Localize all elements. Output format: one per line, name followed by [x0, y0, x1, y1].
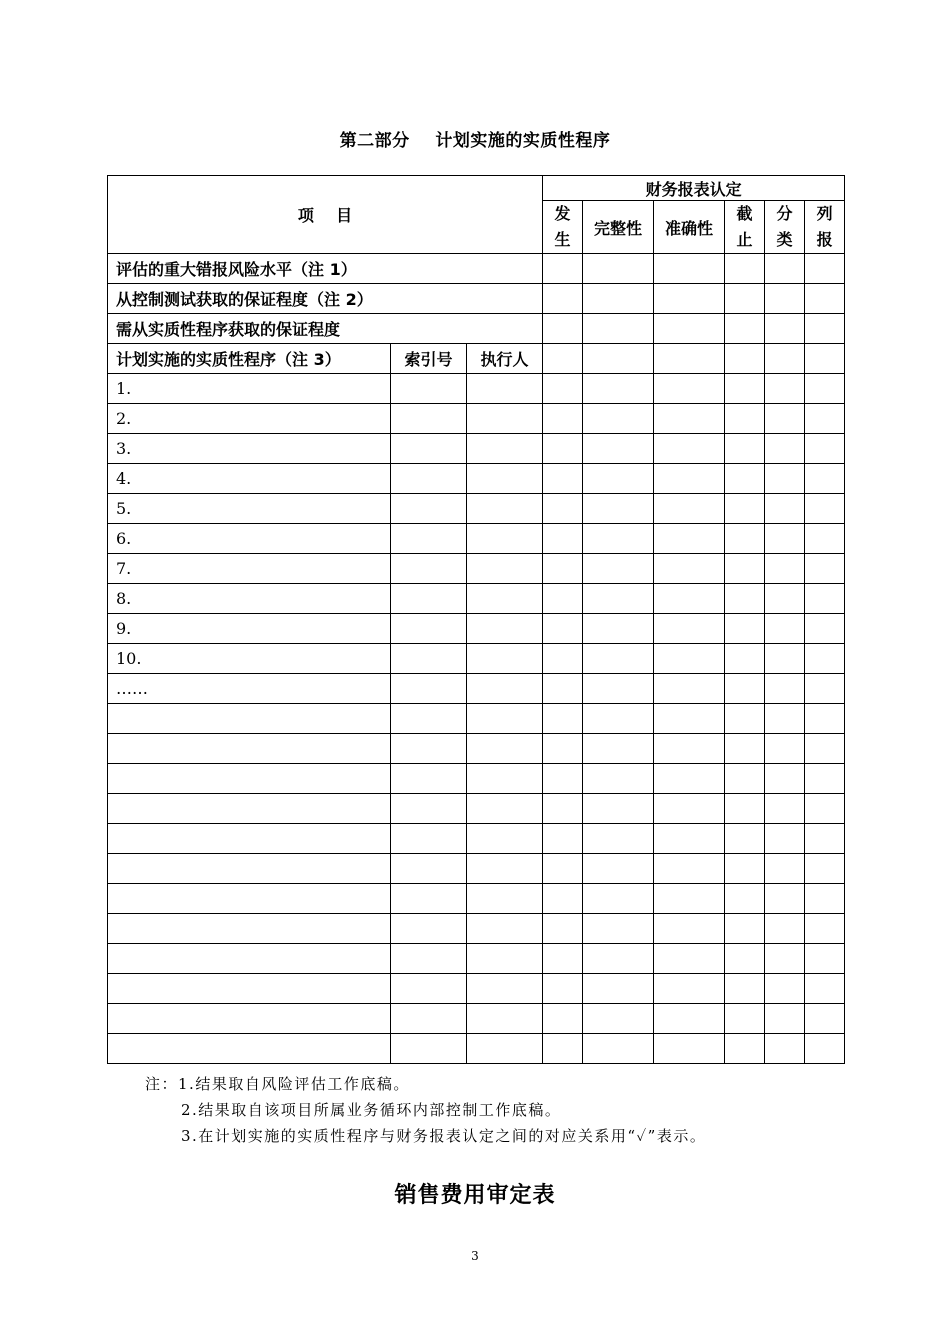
- table-cell: [583, 554, 654, 584]
- table-cell: [805, 464, 845, 494]
- procedure-cell: 9.: [108, 614, 391, 644]
- table-cell: [467, 404, 543, 434]
- table-cell: [725, 764, 765, 794]
- table-cell: [583, 464, 654, 494]
- table-cell: [654, 674, 725, 704]
- table-cell: [391, 704, 467, 734]
- procedure-cell: 10.: [108, 644, 391, 674]
- notes: [145, 1071, 706, 1149]
- table-row: [108, 1004, 845, 1034]
- table-cell: [654, 944, 725, 974]
- table-cell: [467, 464, 543, 494]
- table-cell: [543, 764, 583, 794]
- table-cell: [654, 884, 725, 914]
- table-row: [108, 1034, 845, 1064]
- table-cell: [805, 824, 845, 854]
- table-cell: [654, 434, 725, 464]
- table-cell: [583, 1034, 654, 1064]
- table-cell: [725, 434, 765, 464]
- table-cell: [765, 644, 805, 674]
- table-cell: [805, 704, 845, 734]
- table-row: [108, 524, 845, 554]
- table-cell: [543, 854, 583, 884]
- row-risk-level: 评估的重大错报风险水平（注 1）: [108, 254, 543, 284]
- table-cell: [765, 464, 805, 494]
- table-row: [108, 974, 845, 1004]
- table-cell: [583, 584, 654, 614]
- table-cell: [725, 704, 765, 734]
- table-cell: [805, 374, 845, 404]
- table-cell: [654, 1004, 725, 1034]
- procedure-cell: [108, 944, 391, 974]
- table-cell: [654, 464, 725, 494]
- assertion-cutoff: 截 止: [725, 201, 765, 254]
- table-cell: [725, 854, 765, 884]
- table-cell: [583, 644, 654, 674]
- table-cell: [543, 464, 583, 494]
- table-row: [108, 314, 845, 344]
- table-cell: [725, 464, 765, 494]
- procedure-cell: [108, 974, 391, 1004]
- table-cell: [654, 524, 725, 554]
- table-cell: [725, 794, 765, 824]
- note-2: 2.结果取自该项目所属业务循环内部控制工作底稿。: [181, 1101, 562, 1119]
- table-cell: [654, 824, 725, 854]
- table-cell: [765, 404, 805, 434]
- table-cell: [725, 674, 765, 704]
- item-header: 项 目: [108, 176, 543, 254]
- procedure-cell: 1.: [108, 374, 391, 404]
- procedure-cell: 6.: [108, 524, 391, 554]
- table-cell: [391, 554, 467, 584]
- table-cell: [467, 824, 543, 854]
- table-cell: [725, 524, 765, 554]
- table-cell: [467, 614, 543, 644]
- procedure-header: 计划实施的实质性程序（注 3）: [108, 344, 391, 374]
- table-cell: [543, 974, 583, 1004]
- table-cell: [391, 494, 467, 524]
- table-cell: [391, 434, 467, 464]
- table-cell: [805, 884, 845, 914]
- table-cell: [583, 884, 654, 914]
- table-cell: [391, 764, 467, 794]
- table-cell: [805, 854, 845, 884]
- table-cell: [467, 584, 543, 614]
- table-cell: [467, 794, 543, 824]
- table-cell: [583, 494, 654, 524]
- executor-header: 执行人: [467, 344, 543, 374]
- table-cell: [467, 674, 543, 704]
- procedure-cell: [108, 884, 391, 914]
- table-cell: [467, 854, 543, 884]
- table-cell: [765, 1004, 805, 1034]
- table-cell: [391, 824, 467, 854]
- table-cell: [765, 674, 805, 704]
- table-cell: [583, 794, 654, 824]
- table-cell: [725, 1004, 765, 1034]
- procedure-cell: 3.: [108, 434, 391, 464]
- table-row: [108, 944, 845, 974]
- table-row: [108, 644, 845, 674]
- table-cell: [467, 434, 543, 464]
- table-cell: [805, 434, 845, 464]
- table-cell: [391, 794, 467, 824]
- procedure-cell: 7.: [108, 554, 391, 584]
- table-cell: [725, 644, 765, 674]
- table-cell: [725, 974, 765, 1004]
- table-row: [108, 284, 845, 314]
- table-cell: [583, 614, 654, 644]
- table-cell: [583, 914, 654, 944]
- table-row: [108, 914, 845, 944]
- table-cell: [765, 434, 805, 464]
- table-cell: [805, 794, 845, 824]
- table-cell: [543, 824, 583, 854]
- table-cell: [725, 1034, 765, 1064]
- table-cell: [805, 524, 845, 554]
- assertion-completeness: 完整性: [583, 201, 654, 254]
- table-cell: [583, 824, 654, 854]
- table-cell: [765, 1034, 805, 1064]
- procedure-cell: [108, 854, 391, 884]
- table-cell: [654, 734, 725, 764]
- table-cell: [391, 1004, 467, 1034]
- table-row: [108, 254, 845, 284]
- table-row: [108, 824, 845, 854]
- table-cell: [467, 494, 543, 524]
- table-cell: [805, 974, 845, 1004]
- next-section-title: 销售费用审定表: [394, 1183, 556, 1208]
- table-cell: [654, 974, 725, 1004]
- procedure-cell: [108, 794, 391, 824]
- table-row: [108, 674, 845, 704]
- table-cell: [725, 584, 765, 614]
- table-cell: [467, 1034, 543, 1064]
- note-1: 1.结果取自风险评估工作底稿。: [178, 1075, 410, 1093]
- table-cell: [765, 554, 805, 584]
- table-cell: [583, 704, 654, 734]
- table-cell: [765, 584, 805, 614]
- table-cell: [583, 944, 654, 974]
- table-cell: [765, 974, 805, 1004]
- section-title: 第二部分 计划实施的实质性程序: [339, 131, 611, 151]
- table-cell: [391, 614, 467, 644]
- table-cell: [543, 374, 583, 404]
- table-cell: [467, 884, 543, 914]
- table-cell: [765, 704, 805, 734]
- table-cell: [654, 1034, 725, 1064]
- table-cell: [467, 644, 543, 674]
- table-cell: [765, 884, 805, 914]
- row-control-assurance: 从控制测试获取的保证程度（注 2）: [108, 284, 543, 314]
- table-row: [108, 464, 845, 494]
- table-cell: [467, 734, 543, 764]
- table-cell: [583, 764, 654, 794]
- table-cell: [391, 854, 467, 884]
- assertion-occurrence: 发 生: [543, 201, 583, 254]
- table-cell: [765, 494, 805, 524]
- table-cell: [391, 584, 467, 614]
- procedure-cell: 4.: [108, 464, 391, 494]
- table-cell: [543, 1004, 583, 1034]
- table-cell: [805, 1034, 845, 1064]
- table-cell: [391, 374, 467, 404]
- table-cell: [391, 914, 467, 944]
- table-row: [108, 374, 845, 404]
- table-cell: [725, 944, 765, 974]
- table-cell: [805, 914, 845, 944]
- table-cell: [805, 734, 845, 764]
- table-cell: [391, 944, 467, 974]
- page-number: 3: [471, 1249, 479, 1263]
- table-cell: [583, 524, 654, 554]
- table-row: [108, 554, 845, 584]
- table-cell: [543, 884, 583, 914]
- table-cell: [543, 584, 583, 614]
- table-cell: [543, 704, 583, 734]
- table-cell: [467, 974, 543, 1004]
- table-cell: [543, 794, 583, 824]
- table-cell: [765, 524, 805, 554]
- table-cell: [543, 1034, 583, 1064]
- table-cell: [765, 764, 805, 794]
- table-cell: [543, 554, 583, 584]
- table-cell: [765, 614, 805, 644]
- procedure-cell: 5.: [108, 494, 391, 524]
- table-cell: [805, 644, 845, 674]
- table-cell: [391, 734, 467, 764]
- procedure-cell: [108, 824, 391, 854]
- table-cell: [725, 824, 765, 854]
- table-cell: [391, 644, 467, 674]
- table-cell: [765, 944, 805, 974]
- table-cell: [654, 704, 725, 734]
- table-cell: [654, 584, 725, 614]
- table-row: [108, 614, 845, 644]
- table-cell: [805, 944, 845, 974]
- table-row: [108, 884, 845, 914]
- notes-prefix: 注：: [145, 1075, 179, 1093]
- table-row: [108, 704, 845, 734]
- substantive-procedures-table: [107, 175, 845, 1064]
- procedure-cell: 2.: [108, 404, 391, 434]
- table-cell: [765, 914, 805, 944]
- table-cell: [765, 824, 805, 854]
- table-cell: [805, 404, 845, 434]
- table-cell: [805, 494, 845, 524]
- assertion-classification: 分 类: [765, 201, 805, 254]
- procedure-cell: [108, 1004, 391, 1034]
- table-cell: [391, 524, 467, 554]
- procedure-cell: 8.: [108, 584, 391, 614]
- table-cell: [654, 764, 725, 794]
- procedure-cell: [108, 764, 391, 794]
- table-cell: [391, 974, 467, 1004]
- table-cell: [765, 854, 805, 884]
- table-cell: [725, 494, 765, 524]
- table-cell: [543, 914, 583, 944]
- table-row: [108, 734, 845, 764]
- table-cell: [725, 884, 765, 914]
- table-cell: [765, 734, 805, 764]
- table-cell: [805, 1004, 845, 1034]
- assertion-group-header: 财务报表认定: [543, 176, 845, 201]
- table-cell: [583, 374, 654, 404]
- table-row: [108, 404, 845, 434]
- table-cell: [725, 734, 765, 764]
- table-cell: [805, 554, 845, 584]
- table-cell: [543, 524, 583, 554]
- table-cell: [583, 674, 654, 704]
- table-cell: [391, 674, 467, 704]
- procedure-cell: [108, 914, 391, 944]
- assertion-accuracy: 准确性: [654, 201, 725, 254]
- table-cell: [467, 764, 543, 794]
- index-header: 索引号: [391, 344, 467, 374]
- table-cell: [467, 1004, 543, 1034]
- table-row: [108, 764, 845, 794]
- table-cell: [725, 914, 765, 944]
- table-cell: [467, 554, 543, 584]
- table-cell: [467, 914, 543, 944]
- table-cell: [654, 554, 725, 584]
- table-cell: [583, 404, 654, 434]
- table-cell: [391, 1034, 467, 1064]
- assertion-presentation: 列 报: [805, 201, 845, 254]
- table-cell: [583, 434, 654, 464]
- table-cell: [805, 614, 845, 644]
- table-cell: [391, 404, 467, 434]
- table-cell: [467, 704, 543, 734]
- table-cell: [654, 854, 725, 884]
- table-cell: [583, 1004, 654, 1034]
- table-cell: [654, 494, 725, 524]
- table-cell: [654, 404, 725, 434]
- table-row: [108, 794, 845, 824]
- table-row: [108, 854, 845, 884]
- table-cell: [654, 644, 725, 674]
- table-cell: [543, 674, 583, 704]
- table-cell: [543, 644, 583, 674]
- table-row: [108, 584, 845, 614]
- table-cell: [654, 794, 725, 824]
- table-cell: [543, 734, 583, 764]
- procedure-cell: [108, 704, 391, 734]
- table-cell: [765, 794, 805, 824]
- table-cell: [725, 614, 765, 644]
- table-cell: [543, 434, 583, 464]
- procedure-cell: [108, 734, 391, 764]
- table-cell: [391, 884, 467, 914]
- table-cell: [583, 734, 654, 764]
- table-row: [108, 344, 845, 374]
- table-cell: [467, 374, 543, 404]
- table-cell: [543, 614, 583, 644]
- table-cell: [725, 374, 765, 404]
- procedure-cell: ……: [108, 674, 391, 704]
- table-cell: [805, 764, 845, 794]
- table-cell: [391, 464, 467, 494]
- table-cell: [805, 674, 845, 704]
- row-substantive-assurance: 需从实质性程序获取的保证程度: [108, 314, 543, 344]
- table-cell: [654, 374, 725, 404]
- table-row: [108, 494, 845, 524]
- table-cell: [725, 554, 765, 584]
- table-cell: [654, 914, 725, 944]
- table-row: [108, 434, 845, 464]
- note-3: 3.在计划实施的实质性程序与财务报表认定之间的对应关系用“✓”表示。: [181, 1127, 707, 1145]
- table-cell: [467, 524, 543, 554]
- table-cell: [543, 944, 583, 974]
- table-cell: [543, 494, 583, 524]
- table-cell: [765, 374, 805, 404]
- procedure-cell: [108, 1034, 391, 1064]
- table-cell: [583, 854, 654, 884]
- table-cell: [805, 584, 845, 614]
- table-cell: [543, 404, 583, 434]
- table-cell: [725, 404, 765, 434]
- table-cell: [654, 614, 725, 644]
- table-cell: [583, 974, 654, 1004]
- table-cell: [467, 944, 543, 974]
